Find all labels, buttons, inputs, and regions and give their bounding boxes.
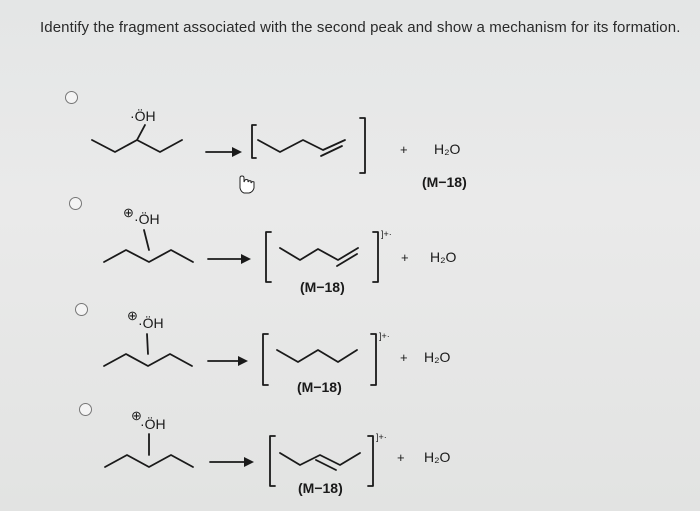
option-4-alkene-chain — [280, 453, 360, 465]
option-2-plus: + — [401, 250, 409, 265]
option-4-alcohol-chain — [105, 455, 193, 467]
option-2-oh-label: ·ÖH — [134, 211, 160, 227]
option-2-mass-label: (M−18) — [300, 279, 345, 295]
option-4-oh-label: ·ÖH — [140, 416, 166, 432]
option-4-arrowhead — [244, 457, 254, 467]
option-3-radical-cation: ]+· — [379, 331, 390, 341]
option-1-water: H₂O — [434, 141, 461, 157]
option-2-radical-cation: ]+· — [381, 229, 392, 239]
option-3-water: H₂O — [424, 349, 451, 365]
option-4-oh-charge: ⊕ — [131, 408, 142, 423]
option-3-mass-label: (M−18) — [297, 379, 342, 395]
option-1-oh-label: ·ÖH — [130, 108, 156, 124]
option-4-right-bracket — [368, 436, 373, 486]
option-4-water: H₂O — [424, 449, 451, 465]
option-2-water: H₂O — [430, 249, 457, 265]
option-4-mass-label: (M−18) — [298, 480, 343, 496]
option-4-radical-cation: ]+· — [376, 432, 387, 442]
question-text: Identify the fragment associated with the second peak and show a mechanism for its formation. — [40, 19, 681, 36]
option-3-plus: + — [400, 350, 408, 365]
option-3-oh-label: ·ÖH — [138, 315, 164, 331]
option-1-plus: + — [400, 142, 408, 157]
option-4-left-bracket — [270, 436, 275, 486]
option-2-oh-charge: ⊕ — [123, 205, 134, 220]
option-3-oh-charge: ⊕ — [127, 308, 138, 323]
option-4-plus: + — [397, 450, 405, 465]
option-1-mass-label: (M−18) — [422, 174, 467, 190]
